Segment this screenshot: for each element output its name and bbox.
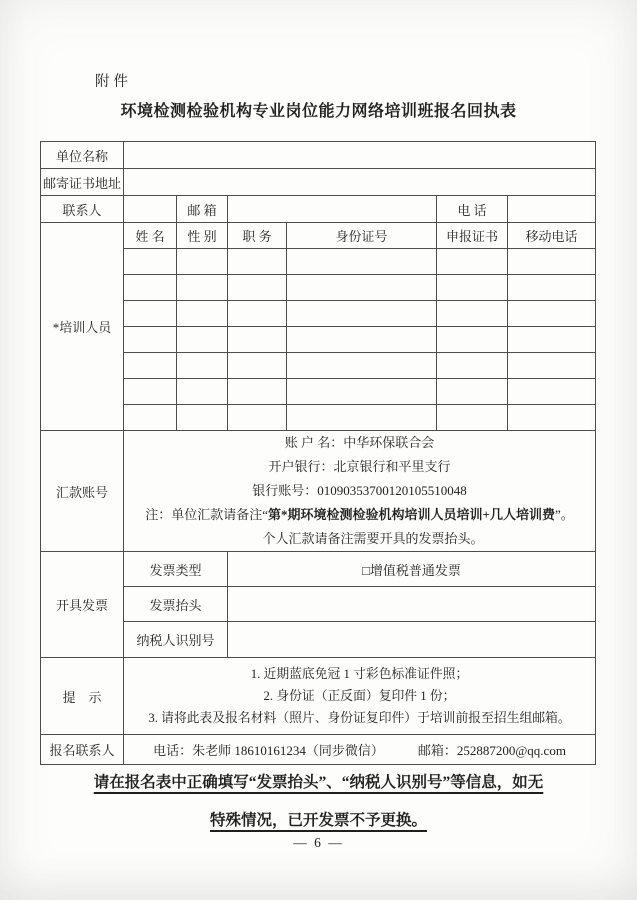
- footer-warning-line1: 请在报名表中正确填写“发票抬头”、“纳税人识别号”等信息，如无: [93, 774, 544, 791]
- trainee-empty-row: [41, 301, 596, 327]
- trainee-empty-row: [41, 275, 596, 301]
- remittance-account-name: 账 户 名：中华环保联合会: [284, 435, 435, 450]
- attachment-label: 附件: [95, 74, 132, 90]
- tips-content: [124, 658, 596, 735]
- contact-row: [41, 196, 596, 223]
- footer-warning-line2: 特殊情况，已开发票不予更换。: [209, 812, 427, 829]
- tip-item-3: 3. 请将此表及报名材料（照片、身份证复印件）于培训前报至招生组邮箱。: [148, 711, 571, 725]
- registration-contact-email: 邮箱：252887200@qq.com: [417, 743, 566, 758]
- contact-name-cell: [124, 196, 177, 223]
- footer-warning-note: [0, 764, 637, 840]
- trainee-empty-row: [41, 327, 596, 353]
- invoice-title-label: 发票抬头: [124, 587, 228, 622]
- tip-item-2: 2. 身份证（正反面）复印件 1 份；: [263, 689, 456, 703]
- trainees-label: *培训人员: [41, 223, 124, 431]
- registration-form-table: [40, 141, 596, 765]
- trainee-col-idnumber: 身份证号: [287, 223, 437, 249]
- unit-name-row: [41, 142, 596, 169]
- remittance-row: [41, 431, 596, 552]
- trainee-col-certificate: 申报证书: [437, 223, 508, 249]
- trainee-col-name: 姓 名: [124, 223, 177, 249]
- trainee-empty-row: [41, 405, 596, 431]
- registration-contact-label: 报名联系人: [41, 735, 124, 765]
- email-label: 邮 箱: [177, 196, 228, 223]
- taxid-row: [41, 622, 596, 658]
- trainee-col-position: 职 务: [228, 223, 287, 249]
- remittance-note: 注：单位汇款请备注“第*期环境检测检验机构培训人员培训+几人培训费”。: [145, 507, 574, 522]
- trainee-empty-row: [41, 379, 596, 405]
- remittance-note-line2: 个人汇款请备注需要开具的发票抬头。: [262, 531, 484, 546]
- registration-contact-phone: 电话：朱老师 18610161234（同步微信）: [153, 743, 384, 758]
- registration-contact-row: [41, 735, 596, 765]
- registration-contact-details: [124, 735, 596, 765]
- trainee-col-mobile: 移动电话: [508, 223, 596, 249]
- taxid-label: 纳税人识别号: [124, 622, 228, 658]
- taxid-value-cell: [228, 622, 596, 658]
- mailing-address-value-cell: [124, 169, 596, 196]
- remittance-account-number: 银行账号：01090353700120105510048: [252, 483, 467, 498]
- invoice-title-row: [41, 587, 596, 622]
- mailing-address-row: [41, 169, 596, 196]
- mailing-address-label: 邮寄证书地址: [41, 169, 124, 196]
- contact-label: 联系人: [41, 196, 124, 223]
- email-value-cell: [228, 196, 437, 223]
- trainee-empty-row: [41, 249, 596, 275]
- invoice-label: 开具发票: [41, 552, 124, 658]
- unit-name-value-cell: [124, 142, 596, 169]
- phone-value-cell: [508, 196, 596, 223]
- invoice-title-value-cell: [228, 587, 596, 622]
- phone-label: 电 话: [437, 196, 508, 223]
- remittance-details: [124, 431, 596, 552]
- page-number: — 6 —: [293, 835, 344, 850]
- invoice-type-label: 发票类型: [124, 552, 228, 587]
- page-title: 环境检测检验机构专业岗位能力网络培训班报名回执表: [120, 103, 517, 120]
- trainee-col-gender: 性 别: [177, 223, 228, 249]
- unit-name-label: 单位名称: [41, 142, 124, 169]
- trainee-header-row: [41, 223, 596, 249]
- tip-item-1: 1. 近期蓝底免冠 1 寸彩色标准证件照；: [250, 667, 469, 681]
- tips-label: 提 示: [41, 658, 124, 735]
- remittance-label: 汇款账号: [41, 431, 124, 552]
- remittance-bank: 开户银行：北京银行和平里支行: [268, 459, 451, 474]
- invoice-type-checkbox-value: □增值税普通发票: [228, 552, 596, 587]
- tips-row: [41, 658, 596, 735]
- invoice-type-row: [41, 552, 596, 587]
- trainee-empty-row: [41, 353, 596, 379]
